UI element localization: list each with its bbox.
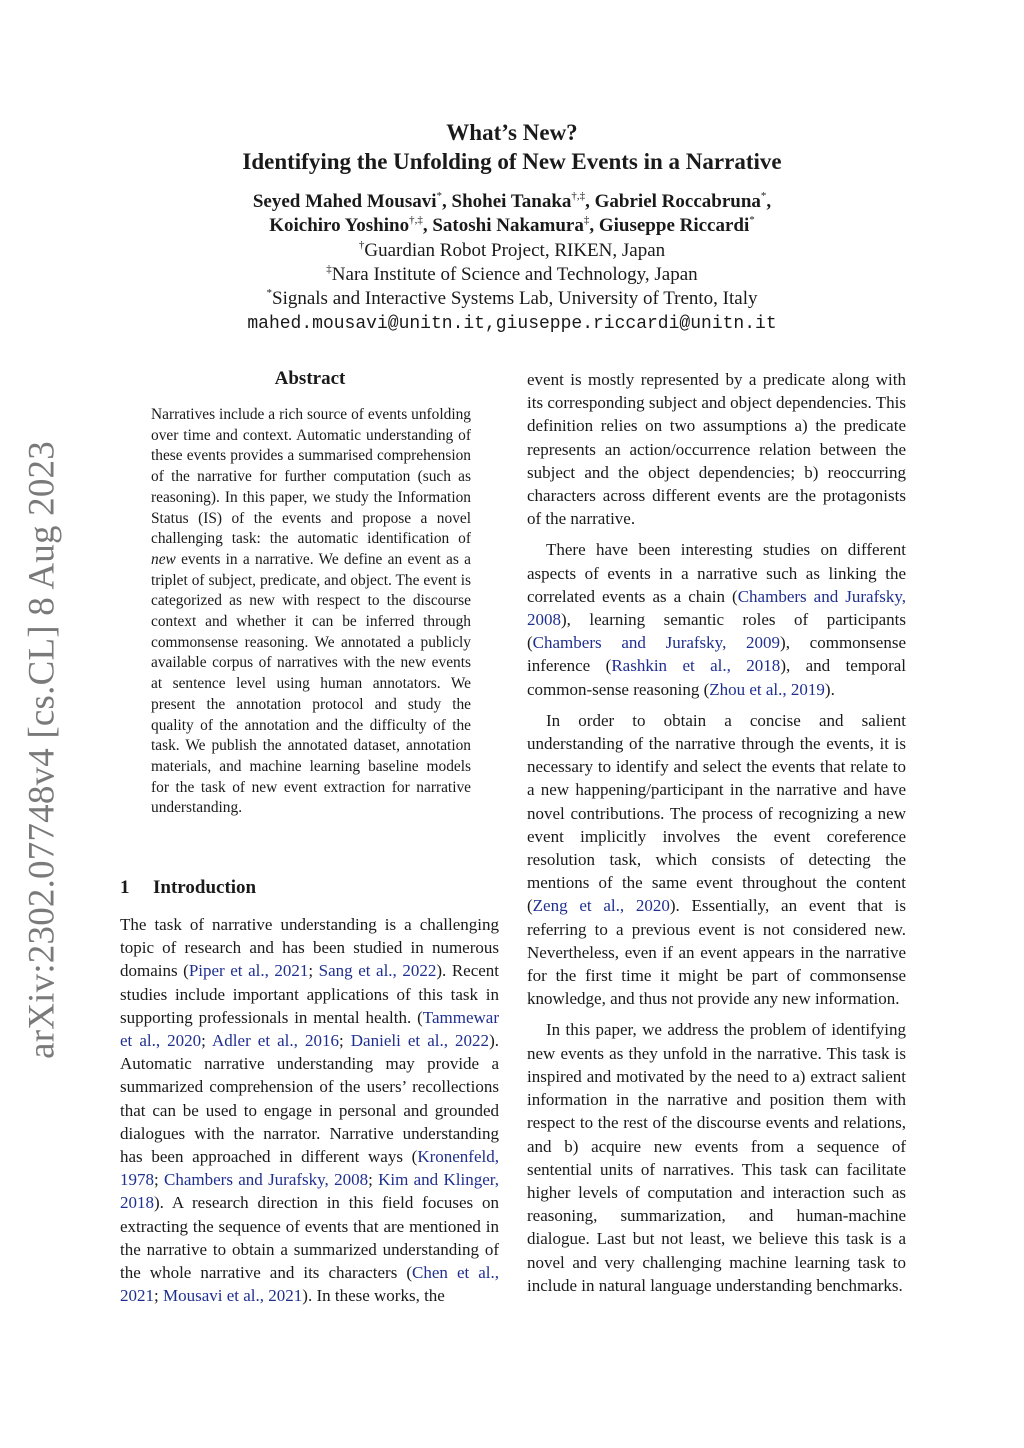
affiliation-mark: ‡ xyxy=(583,214,590,226)
author-name: Koichiro Yoshino xyxy=(269,215,410,236)
author-name: Satoshi Nakamura xyxy=(432,215,584,236)
abstract-emphasis: new xyxy=(151,550,176,568)
affiliation-mark: †,‡ xyxy=(571,190,586,202)
section-number: 1 xyxy=(120,877,130,898)
abstract-body xyxy=(151,405,471,819)
right-column-body xyxy=(527,368,906,1297)
paragraph: There have been interesting studies on different aspects of events in a narrative such as linking the correlated events as a chain (Chambers and Jurafsky, 2008), learning semantic roles of participants (Chambers and Jurafsky, 2009), commonsense inference (Rashkin et al., 2018), and temporal common-sense reasoning (Zhou et al., 2019). xyxy=(527,540,907,699)
paper-title-line-1: What’s New? xyxy=(446,120,578,145)
affiliation-mark: * xyxy=(749,214,755,226)
affiliation-naist xyxy=(0,264,1024,286)
affiliation-text: Nara Institute of Science and Technology, Japan xyxy=(331,264,698,285)
section-heading-introduction xyxy=(120,877,256,899)
paragraph: The task of narrative understanding is a challenging topic of research and has been studied in numerous domains (Piper et al., 2021; Sang et al., 2022). Recent studies include important applications of this task in supporting professionals in mental health. (Tammewar et al., 2020; Adler et al., 2016; Danieli et al., 2022). Automatic narrative understanding may provide a summarized comprehension of the users’ recollections that can be used to engage in personal and grounded dialogues with the narrator. Narrative understanding has been approached in different ways (Kronenfeld, 1978; Chambers and Jurafsky, 2008; Kim and Klinger, 2018). A research direction in this field focuses on extracting the sequence of events that are mentioned in the narrative to obtain a summarized understanding of the whole narrative and its characters (Chen et al., 2021; Mousavi et al., 2021). In these works, the xyxy=(120,915,500,1306)
citation-link[interactable]: Chambers and Jurafsky, 2008 xyxy=(164,1170,369,1190)
author-emails: mahed.mousavi@unitn.it,giuseppe.riccardi@unitn.it xyxy=(247,314,777,334)
citation-link[interactable]: Chen et al., 2021 xyxy=(120,1263,499,1306)
author-name: Giuseppe Riccardi xyxy=(598,215,750,236)
author-name: Shohei Tanaka xyxy=(451,191,572,212)
paragraph: event is mostly represented by a predicate along with its corresponding subject and object dependencies. This definition relies on two assumptions a) the predicate represents an action/occurrence relation between the subject and the object dependencies; b) reoccurring characters across different events are the protagonists of the narrative. xyxy=(527,370,906,529)
citation-link[interactable]: Chambers and Jurafsky, 2008 xyxy=(527,586,906,630)
affiliation-text: Signals and Interactive Systems Lab, University of Trento, Italy xyxy=(272,288,758,309)
paragraph: In this paper, we address the problem of identifying new events as they unfold in the narrative. This task is inspired and motivated by the need to a) extract salient information in the narrative and position them with respect to the rest of the discourse events and relations, and b) acquire new events from a sequence of sentential units of narratives. This task can facilitate higher levels of computation and interaction such as reasoning, summarization, and human-machine dialogue. Last but not least, we believe this task is a novel and very challenging machine learning task to include in natural language understanding benchmarks. xyxy=(527,1020,906,1295)
citation-link[interactable]: Danieli et al., 2022 xyxy=(350,1031,490,1051)
author-name: Seyed Mahed Mousavi xyxy=(252,191,437,212)
affiliation-mark: * xyxy=(436,190,443,202)
citation-link[interactable]: Kim and Klinger, 2018 xyxy=(120,1170,499,1213)
section-title: Introduction xyxy=(153,877,257,898)
citation-link[interactable]: Kronenfeld, 1978 xyxy=(120,1147,499,1190)
citation-link[interactable]: Mousavi et al., 2021 xyxy=(162,1286,303,1306)
citation-link[interactable]: Tammewar et al., 2020 xyxy=(120,1007,499,1051)
author-line-2: Koichiro Yoshino†,‡, Satoshi Nakamura‡, Giuseppe Riccardi* xyxy=(269,214,755,236)
affiliation-trento xyxy=(0,288,1024,310)
paragraph: In order to obtain a concise and salient understanding of the narrative through the events, it is necessary to identify and select the events that relate to a new happening/participant in the narrative and have novel contributions. The process of recognizing a new event implicitly involves the event coreference resolution task, which consists of detecting the mentions of the same event throughout the content (Zeng et al., 2020). Essentially, an event that is referring to a previous event is not considered new. Nevertheless, even if an event appears in the narrative for the first time it might be part of commonsense knowledge, and thus not provide any new information. xyxy=(527,710,906,1009)
left-column-body xyxy=(120,913,499,1307)
citation-link[interactable]: Sang et al., 2022 xyxy=(318,961,437,981)
affiliation-mark: * xyxy=(266,287,272,299)
abstract-heading: Abstract xyxy=(274,368,346,389)
affiliation-mark: * xyxy=(760,190,767,202)
citation-link[interactable]: Adler et al., 2016 xyxy=(212,1031,339,1051)
citation-link[interactable]: Piper et al., 2021 xyxy=(188,961,309,981)
author-line-1: Seyed Mahed Mousavi*, Shohei Tanaka†,‡, Gabriel Roccabruna*, xyxy=(252,190,772,212)
citation-link[interactable]: Chambers and Jurafsky, 2009 xyxy=(532,633,781,653)
arxiv-identifier: arXiv:2302.07748v4 [cs.CL] 8 Aug 2023 xyxy=(21,441,63,1059)
affiliation-riken xyxy=(0,240,1024,262)
abstract-text: Narratives include a rich source of events unfolding over time and context. Automatic understanding of these events provides a summarised comprehension of the narrative for further computation (such as reasoning). In this paper, we study the Information Status (IS) of the events and propose a novel challenging task: the automatic identification of xyxy=(151,406,471,548)
abstract-text: events in a narrative. We define an event as a triplet of subject, predicate, and object. The event is categorized as new with respect to the discourse context and whether it can be inferred through commonsense reasoning. We annotated a publicly available corpus of narratives with the new events at sentence level using human annotators. We present the annotation protocol and study the quality of the annotation and the difficulty of the task. We publish the annotated dataset, annotation materials, and machine learning baseline models for the task of new event extraction for narrative understanding. xyxy=(151,550,471,817)
affiliation-mark: †,‡ xyxy=(409,214,423,226)
citation-link[interactable]: Rashkin et al., 2018 xyxy=(611,656,781,676)
author-name: Gabriel Roccabruna xyxy=(594,191,761,212)
paper-title-line-2: Identifying the Unfolding of New Events in a Narrative xyxy=(242,149,782,174)
affiliation-mark: † xyxy=(358,239,365,251)
affiliation-text: Guardian Robot Project, RIKEN, Japan xyxy=(364,240,666,261)
affiliation-mark: ‡ xyxy=(326,263,332,275)
citation-link[interactable]: Zeng et al., 2020 xyxy=(532,896,670,916)
arxiv-sidebar xyxy=(20,441,64,1059)
citation-link[interactable]: Zhou et al., 2019 xyxy=(709,679,825,699)
